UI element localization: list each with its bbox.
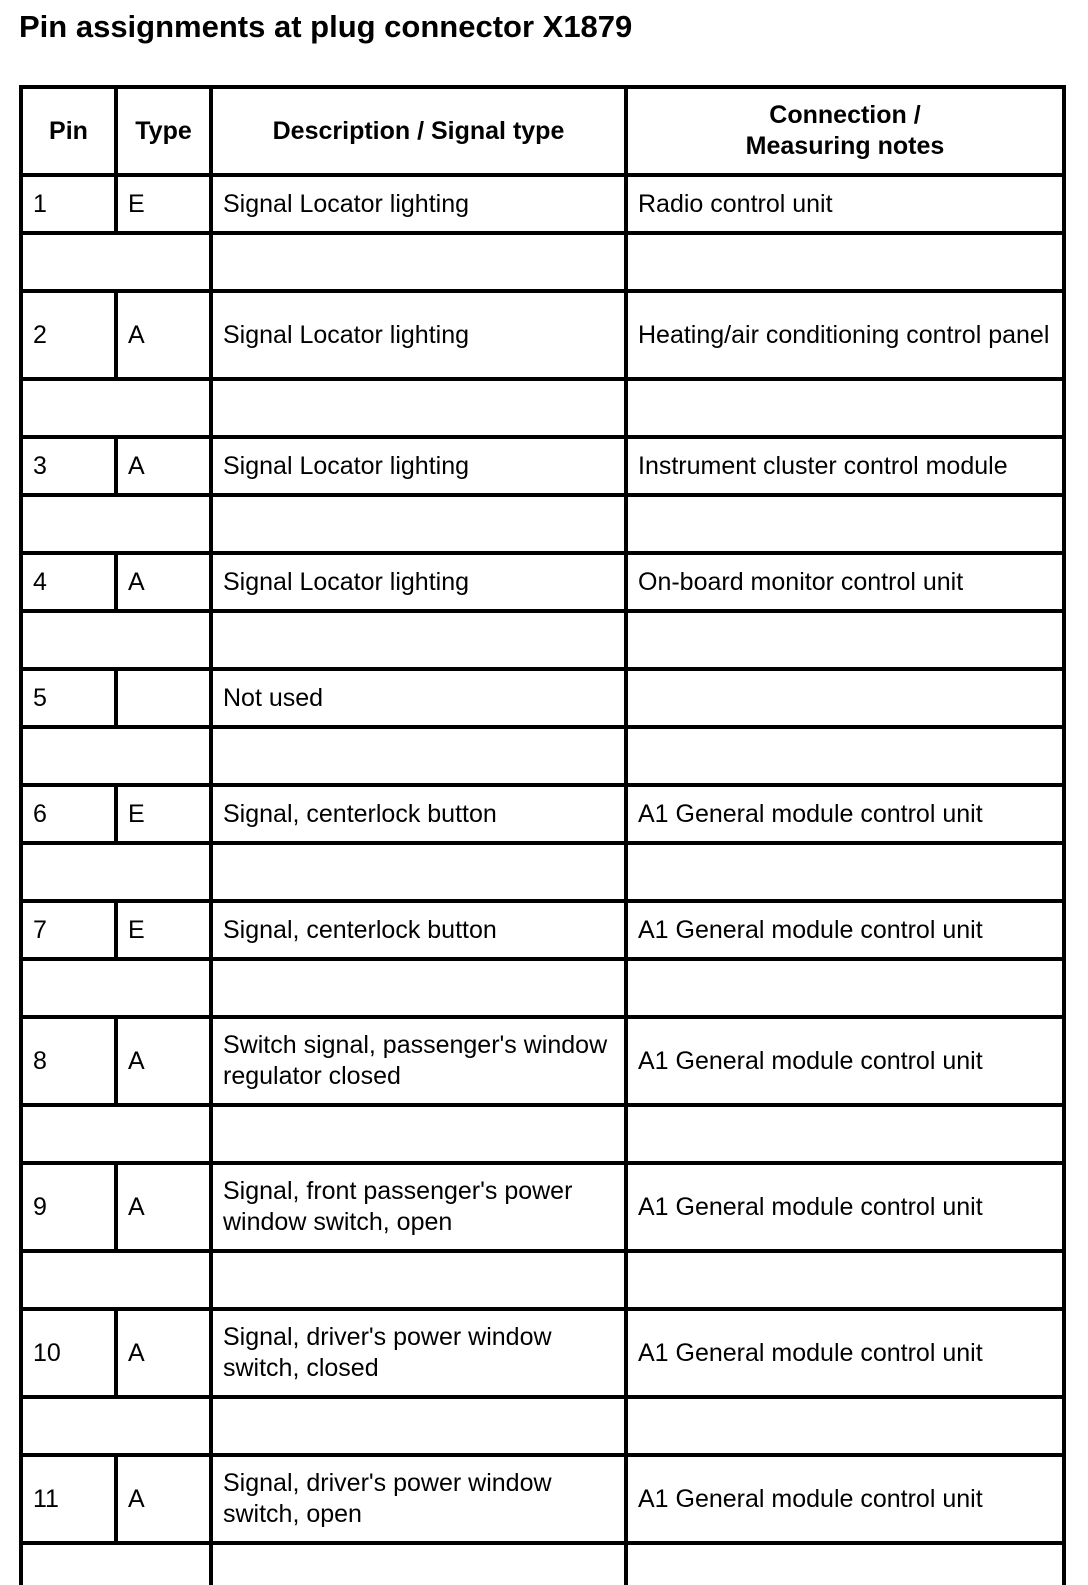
pin-assignment-table: [19, 85, 1066, 1585]
spacer-cell: [21, 1397, 211, 1455]
header-connection-line2: Measuring notes: [745, 132, 945, 160]
pin-cell: 9: [21, 1163, 116, 1251]
spacer-cell: [211, 233, 626, 291]
table-row: [21, 785, 1064, 843]
description-cell: Not used: [211, 669, 626, 727]
description-cell: Signal Locator lighting: [211, 553, 626, 611]
table-row: [21, 901, 1064, 959]
spacer-row: [21, 233, 1064, 291]
spacer-cell: [21, 843, 211, 901]
description-cell: Signal, driver's power window switch, open: [211, 1455, 626, 1543]
spacer-cell: [626, 1105, 1064, 1163]
spacer-cell: [21, 1543, 211, 1585]
spacer-cell: [626, 959, 1064, 1017]
spacer-cell: [21, 1105, 211, 1163]
spacer-row: [21, 1251, 1064, 1309]
table-row: [21, 175, 1064, 233]
spacer-row: [21, 495, 1064, 553]
table-row: [21, 1309, 1064, 1397]
spacer-cell: [21, 379, 211, 437]
description-cell: Signal, driver's power window switch, closed: [211, 1309, 626, 1397]
spacer-row: [21, 1397, 1064, 1455]
description-cell: Signal, front passenger's power window switch, open: [211, 1163, 626, 1251]
spacer-row: [21, 727, 1064, 785]
table-row: [21, 1455, 1064, 1543]
pin-cell: 4: [21, 553, 116, 611]
spacer-cell: [626, 1251, 1064, 1309]
spacer-cell: [626, 495, 1064, 553]
spacer-cell: [211, 1543, 626, 1585]
spacer-cell: [21, 495, 211, 553]
type-cell: E: [116, 785, 211, 843]
spacer-cell: [211, 843, 626, 901]
type-cell: A: [116, 1309, 211, 1397]
table-body: [21, 175, 1064, 1585]
connection-cell: Heating/air conditioning control panel: [626, 291, 1064, 379]
spacer-cell: [626, 379, 1064, 437]
pin-cell: 8: [21, 1017, 116, 1105]
table-row: [21, 291, 1064, 379]
spacer-row: [21, 379, 1064, 437]
spacer-cell: [211, 379, 626, 437]
spacer-cell: [211, 1251, 626, 1309]
pin-cell: 2: [21, 291, 116, 379]
table-row: [21, 669, 1064, 727]
spacer-row: [21, 611, 1064, 669]
connection-cell: [626, 669, 1064, 727]
spacer-cell: [21, 233, 211, 291]
spacer-row: [21, 843, 1064, 901]
pin-cell: 3: [21, 437, 116, 495]
spacer-cell: [211, 1397, 626, 1455]
type-cell: A: [116, 437, 211, 495]
description-cell: Signal Locator lighting: [211, 175, 626, 233]
spacer-cell: [21, 727, 211, 785]
spacer-cell: [626, 727, 1064, 785]
spacer-cell: [211, 495, 626, 553]
table-header-row: [21, 87, 1064, 175]
spacer-cell: [21, 1251, 211, 1309]
type-cell: E: [116, 901, 211, 959]
connection-cell: A1 General module control unit: [626, 1163, 1064, 1251]
description-cell: Signal Locator lighting: [211, 437, 626, 495]
header-pin: Pin: [21, 87, 116, 175]
pin-cell: 11: [21, 1455, 116, 1543]
header-connection: [626, 87, 1064, 175]
description-cell: Signal Locator lighting: [211, 291, 626, 379]
connection-cell: A1 General module control unit: [626, 1017, 1064, 1105]
type-cell: A: [116, 553, 211, 611]
spacer-cell: [211, 611, 626, 669]
pin-cell: 6: [21, 785, 116, 843]
connection-cell: A1 General module control unit: [626, 1455, 1064, 1543]
header-connection-line1: Connection /: [769, 101, 921, 129]
type-cell: A: [116, 1455, 211, 1543]
description-cell: Signal, centerlock button: [211, 785, 626, 843]
connection-cell: A1 General module control unit: [626, 901, 1064, 959]
spacer-row: [21, 959, 1064, 1017]
connection-cell: Instrument cluster control module: [626, 437, 1064, 495]
type-cell: A: [116, 1163, 211, 1251]
pin-cell: 5: [21, 669, 116, 727]
description-cell: Signal, centerlock button: [211, 901, 626, 959]
spacer-cell: [211, 1105, 626, 1163]
type-cell: [116, 669, 211, 727]
spacer-cell: [626, 843, 1064, 901]
spacer-cell: [626, 1543, 1064, 1585]
spacer-cell: [21, 611, 211, 669]
pin-cell: 1: [21, 175, 116, 233]
spacer-cell: [626, 233, 1064, 291]
type-cell: A: [116, 291, 211, 379]
type-cell: A: [116, 1017, 211, 1105]
pin-cell: 10: [21, 1309, 116, 1397]
connection-cell: Radio control unit: [626, 175, 1064, 233]
header-description: Description / Signal type: [211, 87, 626, 175]
connection-cell: A1 General module control unit: [626, 1309, 1064, 1397]
spacer-cell: [211, 959, 626, 1017]
spacer-cell: [211, 727, 626, 785]
page-title: Pin assignments at plug connector X1879: [19, 9, 633, 44]
spacer-cell: [626, 1397, 1064, 1455]
table-row: [21, 1017, 1064, 1105]
table-row: [21, 1163, 1064, 1251]
description-cell: Switch signal, passenger's window regulator closed: [211, 1017, 626, 1105]
header-type: Type: [116, 87, 211, 175]
spacer-cell: [21, 959, 211, 1017]
spacer-cell: [626, 611, 1064, 669]
spacer-row: [21, 1105, 1064, 1163]
pin-cell: 7: [21, 901, 116, 959]
type-cell: E: [116, 175, 211, 233]
table-row: [21, 437, 1064, 495]
table-row: [21, 553, 1064, 611]
connection-cell: A1 General module control unit: [626, 785, 1064, 843]
spacer-row: [21, 1543, 1064, 1585]
connection-cell: On-board monitor control unit: [626, 553, 1064, 611]
